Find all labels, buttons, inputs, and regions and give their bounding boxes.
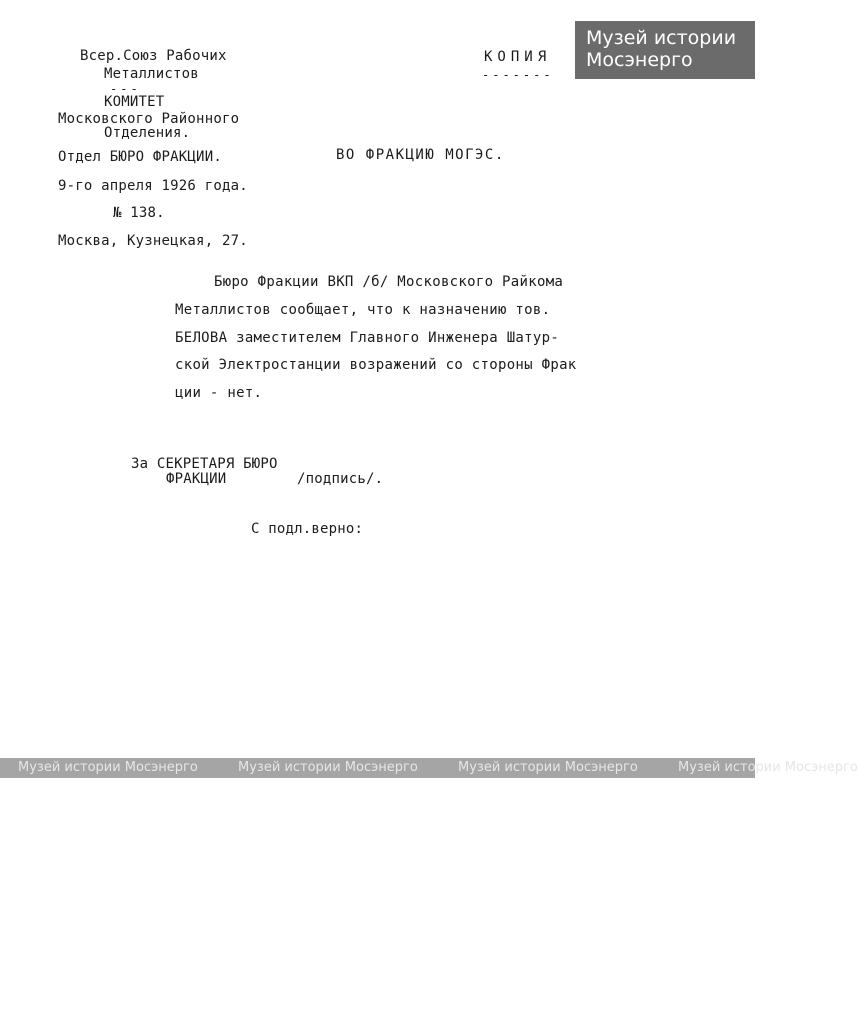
logo-line2: Мосэнерго [586, 49, 693, 71]
separator-dashes: --- [110, 82, 141, 96]
watermark-band [0, 758, 858, 778]
district-line: Московского Районного [58, 111, 240, 127]
band-text: Музей истории Мосэнерго [238, 760, 418, 775]
org-line1: Всер.Союз Рабочих [80, 48, 227, 64]
logo-line1: Музей истории [586, 27, 737, 49]
date-line: 9-го апреля 1926 года. [58, 178, 248, 194]
band-text: Музей истории Мосэнерго [458, 760, 638, 775]
org-line2: Металлистов [104, 66, 199, 82]
signature-title-2: ФРАКЦИИ [166, 471, 227, 487]
band-text: Музей истории Мосэнерго [678, 760, 858, 775]
body-line: Металлистов сообщает, что к назначению тов. [175, 302, 551, 318]
band-text: Музей истории Мосэнерго [18, 760, 198, 775]
body-line: БЕЛОВА заместителем Главного Инженера Шатур- [175, 330, 560, 346]
body-line: ции - нет. [175, 385, 263, 401]
body-line: Бюро Фракции ВКП /б/ Московского Райкома [214, 274, 564, 290]
section-line: Отдел БЮРО ФРАКЦИИ. [58, 149, 222, 165]
addressee-line: ВО ФРАКЦИЮ МОГЭС. [336, 147, 505, 163]
certification-line: С подл.верно: [251, 521, 364, 537]
museum-watermark-logo [575, 21, 755, 79]
body-line: ской Электростанции возражений со стороны Фрак [175, 357, 577, 373]
document-number: № 138. [113, 205, 165, 221]
department-line: Отделения. [104, 125, 191, 141]
address-line: Москва, Кузнецкая, 27. [58, 233, 248, 249]
signature-title: За СЕКРЕТАРЯ БЮРО [131, 456, 278, 472]
copy-underline: ------- [482, 68, 554, 82]
committee-line: КОМИТЕТ [104, 94, 165, 110]
signature-mark: /подпись/. [297, 471, 384, 487]
copy-mark: КОПИЯ [484, 49, 552, 65]
